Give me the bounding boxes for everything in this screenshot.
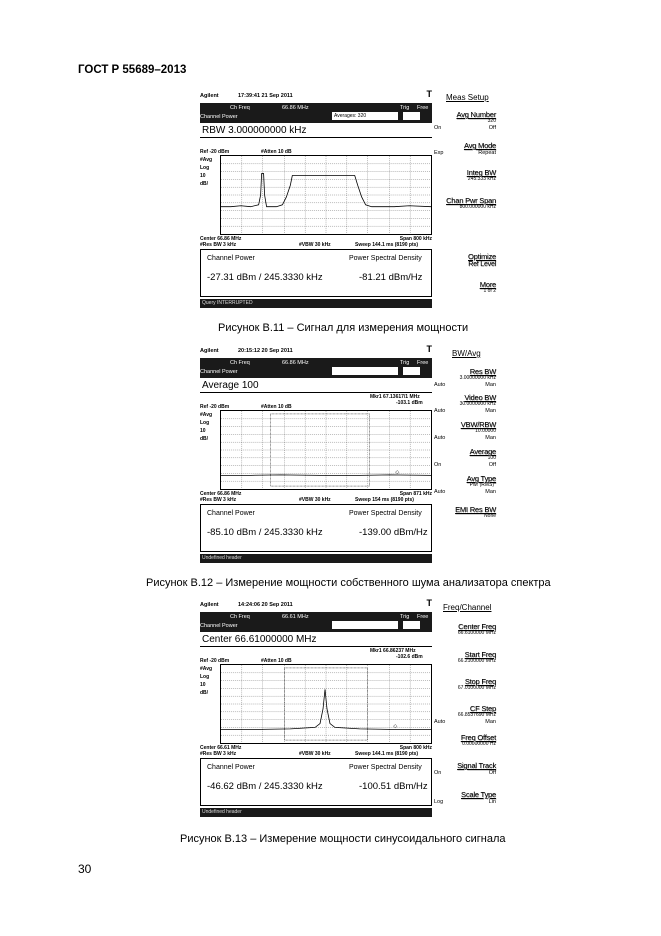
status-bar: Undefined header	[200, 808, 432, 817]
attenuation: #Atten 10 dB	[261, 149, 292, 155]
page-number: 30	[78, 862, 92, 876]
softkey-title: Avg Number	[456, 110, 496, 119]
res-bw: #Res BW 3 kHz	[200, 751, 237, 757]
softkey-left: Auto	[434, 488, 446, 495]
softkey-left: Auto	[434, 381, 446, 388]
side-label: #Avg	[200, 666, 213, 672]
softkey[interactable]	[428, 505, 496, 520]
softkey[interactable]	[428, 110, 496, 131]
ch-freq-label: Ch Freq	[230, 105, 250, 111]
side-label: Log	[200, 674, 210, 680]
channel-power-label: Channel Power	[207, 255, 255, 262]
timestamp: 14:24:06 20 Sep 2011	[238, 602, 293, 608]
softkey-value: Pwr (RMS)*	[469, 482, 496, 488]
trig-value: Free	[417, 105, 429, 111]
softkey-title: Scale Type	[461, 790, 496, 799]
softkey-value: 320	[487, 118, 496, 124]
psd-value: -139.00 dBm/Hz	[359, 527, 428, 538]
trig-value: Free	[417, 360, 429, 366]
measurement-label: Channel Power	[200, 114, 238, 120]
vbw: #VBW 30 kHz	[299, 751, 331, 757]
softkey[interactable]	[428, 141, 496, 156]
softkey-title: Chan Pwr Span	[446, 196, 496, 205]
ch-freq-label: Ch Freq	[230, 614, 250, 620]
attenuation: #Atten 10 dB	[261, 658, 292, 664]
marker-readout: Mkr1 67.13617/1 MHz	[370, 394, 420, 400]
marker-level: -102.6 dBm	[396, 654, 423, 660]
side-label: 10	[200, 428, 206, 434]
results-panel	[200, 758, 432, 806]
trig-label: Trig	[400, 105, 410, 111]
softkey-left: Auto	[434, 407, 446, 414]
ref-level: Ref -20 dBm	[200, 404, 230, 410]
softkey-left: On	[434, 461, 442, 468]
softkey[interactable]	[428, 393, 496, 414]
softkey-title: EMI Res BW	[455, 505, 496, 514]
channel-power-value: -46.62 dBm / 245.3330 kHz	[207, 781, 323, 792]
mode-indicator: T	[426, 89, 432, 99]
softkey-value: 66.8537690 MHz	[457, 712, 496, 718]
softkey-value: 3.00000000 kHz	[459, 375, 496, 381]
ref-level: Ref -20 dBm	[200, 658, 230, 664]
ch-freq-value: 66.86 MHz	[282, 360, 309, 366]
sweep: Sweep 144.1 ms (8190 pts)	[355, 242, 419, 248]
results-panel	[200, 249, 432, 297]
span: Span 800 kHz	[399, 236, 432, 242]
softkey[interactable]	[428, 280, 496, 295]
softkey-value: 245.333 kHz	[467, 176, 496, 182]
softkey-left: On	[434, 124, 442, 131]
info-box	[332, 621, 398, 629]
softkey-title: Res BW	[469, 367, 496, 376]
softkey[interactable]	[428, 447, 496, 468]
res-bw: #Res BW 3 kHz	[200, 242, 237, 248]
trig-value: Free	[417, 614, 429, 620]
softkey-title: Optimize	[468, 252, 496, 261]
softkey-left: Log	[434, 799, 444, 805]
softkey[interactable]	[428, 761, 496, 776]
softkey[interactable]	[428, 168, 496, 183]
active-function: RBW 3.000000000 kHz	[200, 124, 432, 138]
softkey-right: Repeat	[478, 150, 496, 156]
info-box-small	[403, 112, 420, 120]
softkey-title: VBW/RBW	[460, 420, 496, 429]
info-box	[332, 367, 398, 375]
softkey[interactable]	[428, 474, 496, 495]
center-freq: Center 66.86 MHz	[200, 491, 242, 497]
softkey[interactable]	[428, 650, 496, 665]
softkey-left: Auto	[434, 718, 446, 725]
span: Span 871 kHz	[399, 491, 432, 497]
mode-indicator: T	[426, 598, 432, 608]
softkey-left: On	[434, 770, 442, 776]
softkey-title: Average	[469, 447, 496, 456]
trig-label: Trig	[400, 614, 410, 620]
softkey-right: Off	[488, 770, 496, 776]
channel-power-value: -85.10 dBm / 245.3330 kHz	[207, 527, 323, 538]
psd-label: Power Spectral Density	[349, 510, 422, 517]
figure-caption: Рисунок В.12 – Измерение мощности собственного шума анализатора спектра	[146, 577, 551, 589]
ch-freq-label: Ch Freq	[230, 360, 250, 366]
ref-level: Ref -20 dBm	[200, 149, 230, 155]
softkey-title: Avg Mode	[463, 141, 496, 150]
brand-label: Agilent	[200, 348, 219, 354]
status-header	[200, 358, 432, 378]
softkey-value: 0.00000000 Hz	[462, 741, 496, 747]
softkey-left: Exp	[434, 150, 444, 156]
softkey[interactable]	[428, 196, 496, 211]
brand-label: Agilent	[200, 93, 219, 99]
psd-value: -81.21 dBm/Hz	[359, 272, 423, 283]
softkey-value: 1 of 2	[483, 288, 496, 294]
trig-label: Trig	[400, 360, 410, 366]
side-label: dB/	[200, 690, 209, 696]
marker-level: -103.1 dBm	[396, 400, 423, 406]
psd-label: Power Spectral Density	[349, 255, 422, 262]
spectrum-graph-3	[220, 664, 432, 744]
svg-text:◇: ◇	[395, 470, 400, 476]
psd-label: Power Spectral Density	[349, 764, 422, 771]
status-header	[200, 612, 432, 632]
center-freq: Center 66.61 MHz	[200, 745, 242, 751]
analyzer-screen-3	[200, 600, 432, 825]
sweep: Sweep 144.1 ms (8190 pts)	[355, 751, 419, 757]
softkey-title: Start Freq	[464, 650, 496, 659]
softkey-value: 66.2100000 MHz	[457, 658, 496, 664]
softkey-title: CF Step	[469, 704, 496, 713]
side-label: 10	[200, 682, 206, 688]
figure-caption: Рисунок В.13 – Измерение мощности синусоидального сигнала	[180, 833, 506, 845]
softkey-title: Stop Freq	[464, 677, 496, 686]
softkey-title: Video BW	[464, 393, 496, 402]
softkey-value: 30.0000000 kHz	[459, 401, 496, 407]
ch-freq-value: 66.61 MHz	[282, 614, 309, 620]
softkey-value: 66.6100000 MHz	[457, 630, 496, 636]
softkey[interactable]	[428, 252, 496, 268]
vbw: #VBW 30 kHz	[299, 497, 331, 503]
softkey-right: Man	[485, 718, 496, 725]
softkey-right: Man	[485, 434, 496, 441]
softkey-right: Man	[485, 488, 496, 495]
softkey[interactable]	[428, 367, 496, 388]
softkey[interactable]	[428, 622, 496, 637]
side-label: #Avg	[200, 157, 213, 163]
status-bar: Query INTERRUPTED	[200, 299, 432, 308]
info-box-small	[403, 367, 420, 375]
analyzer-screen-2	[200, 346, 432, 571]
results-panel	[200, 504, 432, 552]
info-box-small	[403, 621, 420, 629]
softkey-title: Freq Offset	[460, 733, 496, 742]
side-label: 10	[200, 173, 206, 179]
softkey[interactable]	[428, 790, 496, 805]
center-freq: Center 66.86 MHz	[200, 236, 242, 242]
softkey-value: 100	[487, 455, 496, 461]
side-label: Log	[200, 420, 210, 426]
softkey[interactable]	[428, 677, 496, 692]
softkey-title: Avg Type	[466, 474, 496, 483]
analyzer-screen-1	[200, 91, 432, 316]
softkey-title: Signal Track	[457, 761, 496, 770]
menu-title: Meas Setup	[446, 93, 489, 102]
channel-power-label: Channel Power	[207, 510, 255, 517]
attenuation: #Atten 10 dB	[261, 404, 292, 410]
softkey-right: Man	[485, 407, 496, 414]
softkey-left: Auto	[434, 434, 446, 441]
spectrum-graph-1	[220, 155, 432, 235]
sweep: Sweep 154 ms (8190 pts)	[355, 497, 414, 503]
active-function: Center 66.61000000 MHz	[200, 633, 432, 647]
svg-text:◇: ◇	[393, 724, 398, 730]
softkey[interactable]	[428, 733, 496, 748]
marker-readout: Mkr1 66.86237 MHz	[370, 648, 416, 654]
active-function: Average 100	[200, 379, 432, 393]
info-box: Averages: 320	[332, 112, 398, 120]
softkey-title: More	[479, 280, 496, 289]
softkey[interactable]	[428, 704, 496, 725]
softkey-value: 67.0100000 MHz	[457, 685, 496, 691]
softkey[interactable]	[428, 420, 496, 441]
psd-value: -100.51 dBm/Hz	[359, 781, 428, 792]
spectrum-graph-2	[220, 410, 432, 490]
softkey-title: Center Freq	[458, 622, 496, 631]
softkey-right: Man	[485, 381, 496, 388]
status-header	[200, 103, 432, 123]
res-bw: #Res BW 3 kHz	[200, 497, 237, 503]
softkey-value: 800.000000 kHz	[459, 204, 496, 210]
document-header: ГОСТ Р 55689–2013	[78, 64, 187, 76]
softkey-value: 10.00000	[475, 428, 496, 434]
measurement-label: Channel Power	[200, 623, 238, 629]
figure-caption: Рисунок В.11 – Сигнал для измерения мощности	[218, 322, 469, 334]
mode-indicator: T	[426, 344, 432, 354]
menu-title: BW/Avg	[452, 349, 481, 358]
softkey-right: Lin	[488, 799, 496, 805]
side-label: dB/	[200, 181, 209, 187]
timestamp: 20:15:12 20 Sep 2011	[238, 348, 293, 354]
span: Span 800 kHz	[399, 745, 432, 751]
timestamp: 17:39:41 21 Sep 2011	[238, 93, 293, 99]
status-bar: Undefined header	[200, 554, 432, 563]
measurement-label: Channel Power	[200, 369, 238, 375]
menu-title: Freq/Channel	[443, 603, 492, 612]
side-label: #Avg	[200, 412, 213, 418]
softkey-value: None	[484, 513, 496, 519]
softkey-value: Ref Level	[468, 261, 496, 268]
channel-power-value: -27.31 dBm / 245.3330 kHz	[207, 272, 323, 283]
softkey-right: Off	[488, 461, 496, 468]
side-label: Log	[200, 165, 210, 171]
softkey-title: Integ BW	[466, 168, 496, 177]
ch-freq-value: 66.86 MHz	[282, 105, 309, 111]
channel-power-label: Channel Power	[207, 764, 255, 771]
side-label: dB/	[200, 436, 209, 442]
vbw: #VBW 30 kHz	[299, 242, 331, 248]
softkey-right: Off	[488, 124, 496, 131]
brand-label: Agilent	[200, 602, 219, 608]
